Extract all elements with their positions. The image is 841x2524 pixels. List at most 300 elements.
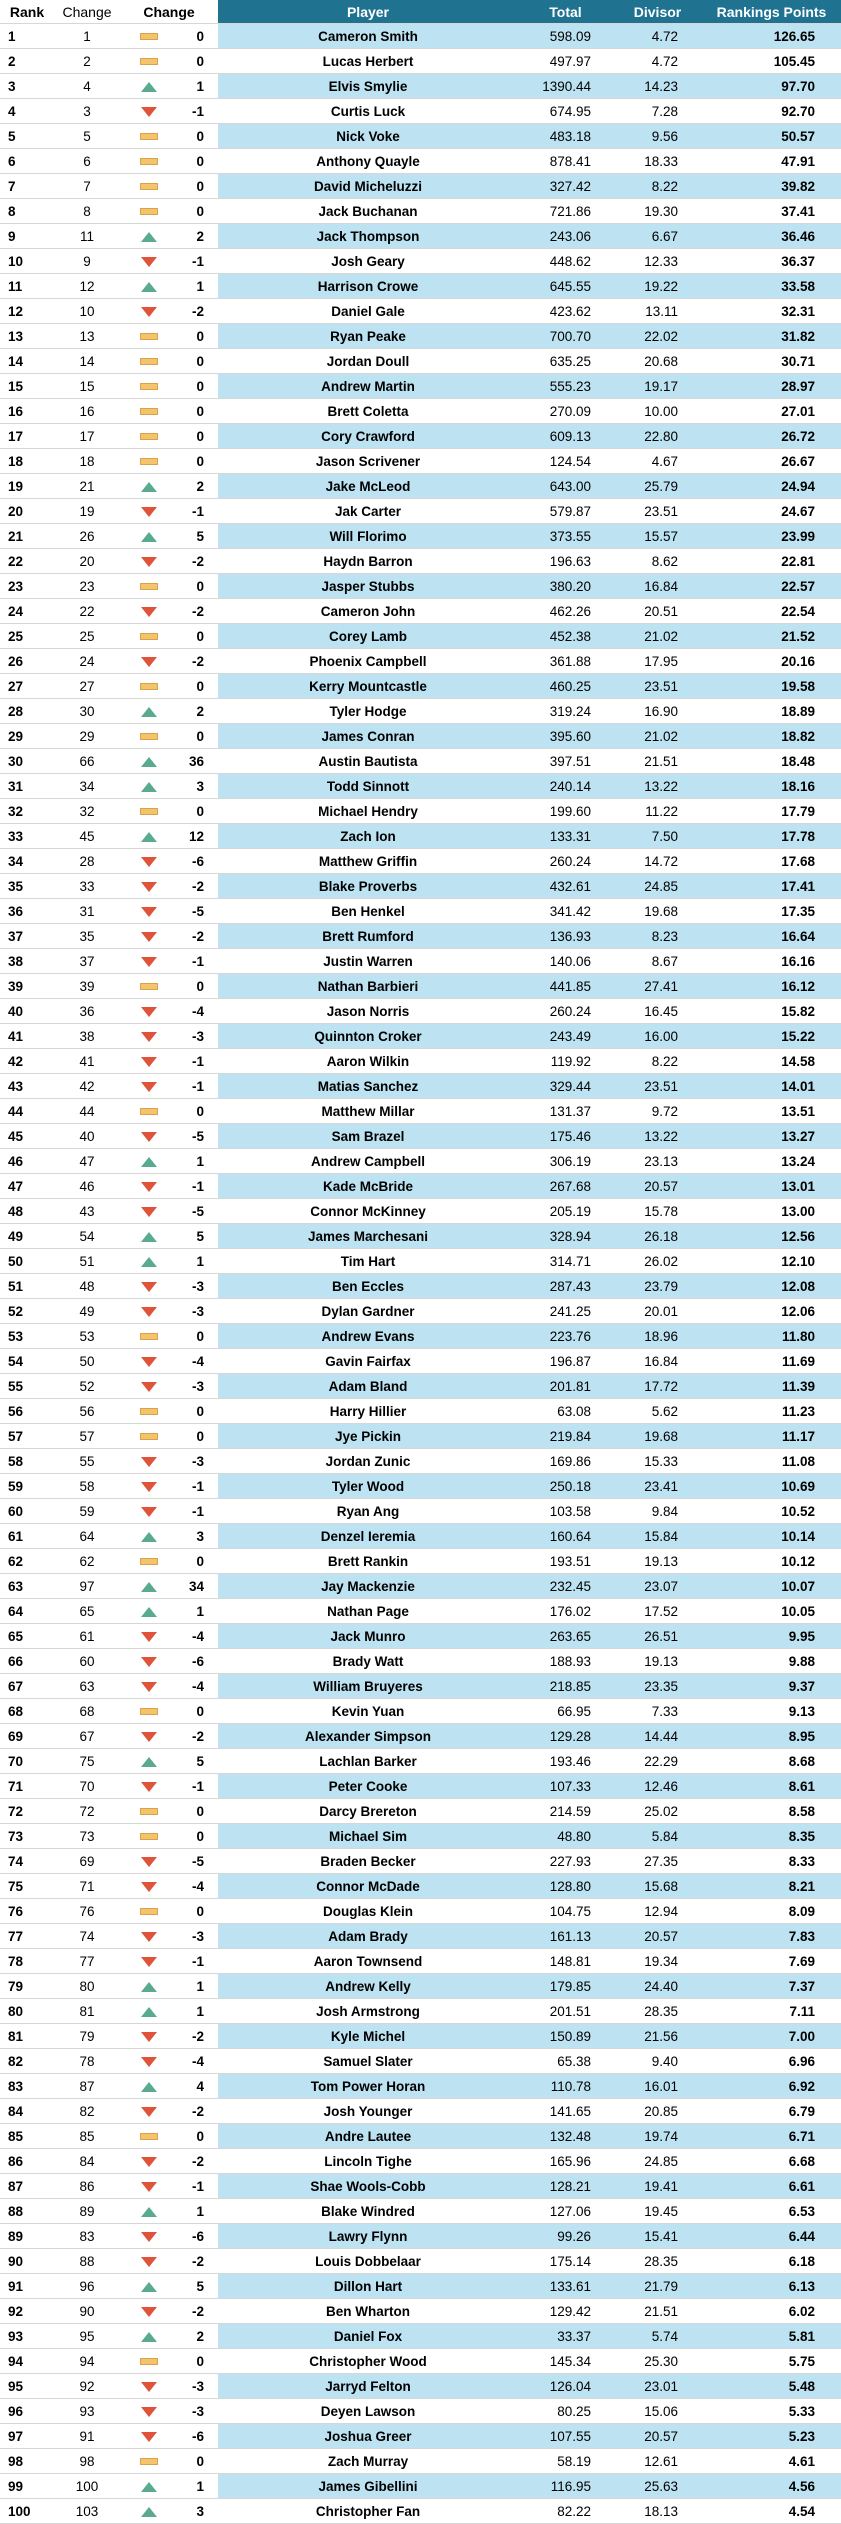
divisor-cell: 23.35 — [613, 1674, 702, 1699]
divisor-cell: 19.68 — [613, 1424, 702, 1449]
table-row — [0, 224, 841, 249]
previous-rank-cell: 87 — [54, 2074, 120, 2099]
previous-rank-cell: 86 — [54, 2174, 120, 2199]
change-value-cell: 3 — [178, 1524, 218, 1549]
table-row — [0, 724, 841, 749]
change-indicator-cell — [120, 74, 178, 99]
total-cell: 160.64 — [518, 1524, 613, 1549]
change-value-cell: 0 — [178, 374, 218, 399]
change-value-cell: -1 — [178, 249, 218, 274]
divisor-cell: 12.94 — [613, 1899, 702, 1924]
divisor-cell: 13.11 — [613, 299, 702, 324]
change-indicator-cell — [120, 1649, 178, 1674]
change-value-cell: 34 — [178, 1574, 218, 1599]
change-value-cell: 0 — [178, 1424, 218, 1449]
divisor-cell: 14.72 — [613, 849, 702, 874]
table-row — [0, 1974, 841, 1999]
change-value-cell: 3 — [178, 774, 218, 799]
divisor-cell: 5.74 — [613, 2324, 702, 2349]
up-triangle-icon — [141, 1232, 157, 1242]
divisor-cell: 22.29 — [613, 1749, 702, 1774]
player-name-cell: Zach Murray — [218, 2449, 518, 2474]
divisor-cell: 15.57 — [613, 524, 702, 549]
divisor-cell: 16.45 — [613, 999, 702, 1024]
up-triangle-icon — [141, 1157, 157, 1167]
change-value-cell: 5 — [178, 524, 218, 549]
down-triangle-icon — [141, 1932, 157, 1942]
rank-cell: 89 — [0, 2224, 54, 2249]
change-indicator-cell — [120, 1999, 178, 2024]
rank-cell: 91 — [0, 2274, 54, 2299]
total-cell: 555.23 — [518, 374, 613, 399]
change-indicator-cell — [120, 2224, 178, 2249]
change-value-cell: -1 — [178, 1074, 218, 1099]
rankings-points-cell: 24.67 — [702, 499, 841, 524]
rank-cell: 56 — [0, 1399, 54, 1424]
table-row — [0, 1024, 841, 1049]
down-triangle-icon — [141, 1132, 157, 1142]
divisor-cell: 8.22 — [613, 1049, 702, 1074]
change-indicator-cell — [120, 1474, 178, 1499]
table-row — [0, 2099, 841, 2124]
table-row — [0, 1524, 841, 1549]
header-rank: Rank — [0, 0, 54, 24]
up-triangle-icon — [141, 2207, 157, 2217]
change-indicator-cell — [120, 1324, 178, 1349]
no-change-dash-icon — [140, 383, 158, 390]
previous-rank-cell: 63 — [54, 1674, 120, 1699]
change-indicator-cell — [120, 824, 178, 849]
divisor-cell: 23.07 — [613, 1574, 702, 1599]
change-indicator-cell — [120, 2099, 178, 2124]
total-cell: 128.21 — [518, 2174, 613, 2199]
player-name-cell: Shae Wools-Cobb — [218, 2174, 518, 2199]
change-value-cell: 2 — [178, 224, 218, 249]
total-cell: 314.71 — [518, 1249, 613, 1274]
change-value-cell: 36 — [178, 749, 218, 774]
table-row — [0, 449, 841, 474]
previous-rank-cell: 64 — [54, 1524, 120, 1549]
change-value-cell: 0 — [178, 799, 218, 824]
rankings-points-cell: 18.82 — [702, 724, 841, 749]
player-name-cell: William Bruyeres — [218, 1674, 518, 1699]
rank-cell: 93 — [0, 2324, 54, 2349]
change-value-cell: 1 — [178, 1999, 218, 2024]
rankings-points-cell: 19.58 — [702, 674, 841, 699]
player-name-cell: Austin Bautista — [218, 749, 518, 774]
previous-rank-cell: 5 — [54, 124, 120, 149]
divisor-cell: 4.67 — [613, 449, 702, 474]
rankings-points-cell: 7.69 — [702, 1949, 841, 1974]
rank-cell: 70 — [0, 1749, 54, 1774]
table-row — [0, 1749, 841, 1774]
total-cell: 193.46 — [518, 1749, 613, 1774]
down-triangle-icon — [141, 1482, 157, 1492]
total-cell: 214.59 — [518, 1799, 613, 1824]
change-value-cell: 0 — [178, 399, 218, 424]
divisor-cell: 25.63 — [613, 2474, 702, 2499]
previous-rank-cell: 2 — [54, 49, 120, 74]
change-indicator-cell — [120, 1449, 178, 1474]
change-value-cell: -6 — [178, 849, 218, 874]
divisor-cell: 5.62 — [613, 1399, 702, 1424]
table-row — [0, 2074, 841, 2099]
total-cell: 116.95 — [518, 2474, 613, 2499]
rank-cell: 46 — [0, 1149, 54, 1174]
previous-rank-cell: 53 — [54, 1324, 120, 1349]
previous-rank-cell: 37 — [54, 949, 120, 974]
table-row — [0, 124, 841, 149]
divisor-cell: 24.40 — [613, 1974, 702, 1999]
player-name-cell: Jack Thompson — [218, 224, 518, 249]
divisor-cell: 15.84 — [613, 1524, 702, 1549]
table-row — [0, 1349, 841, 1374]
total-cell: 80.25 — [518, 2399, 613, 2424]
player-name-cell: Josh Younger — [218, 2099, 518, 2124]
change-indicator-cell — [120, 1249, 178, 1274]
header-row — [0, 0, 841, 24]
change-indicator-cell — [120, 499, 178, 524]
change-indicator-cell — [120, 1199, 178, 1224]
table-row — [0, 799, 841, 824]
change-value-cell: 1 — [178, 1249, 218, 1274]
rankings-points-cell: 6.68 — [702, 2149, 841, 2174]
down-triangle-icon — [141, 882, 157, 892]
player-name-cell: James Conran — [218, 724, 518, 749]
player-name-cell: Ben Eccles — [218, 1274, 518, 1299]
down-triangle-icon — [141, 657, 157, 667]
no-change-dash-icon — [140, 58, 158, 65]
rankings-points-cell: 11.08 — [702, 1449, 841, 1474]
player-name-cell: James Marchesani — [218, 1224, 518, 1249]
change-value-cell: -4 — [178, 1624, 218, 1649]
table-row — [0, 1849, 841, 1874]
change-value-cell: -2 — [178, 2249, 218, 2274]
rankings-points-cell: 26.72 — [702, 424, 841, 449]
previous-rank-cell: 92 — [54, 2374, 120, 2399]
change-value-cell: -4 — [178, 999, 218, 1024]
no-change-dash-icon — [140, 1808, 158, 1815]
divisor-cell: 17.72 — [613, 1374, 702, 1399]
divisor-cell: 4.72 — [613, 49, 702, 74]
table-row — [0, 899, 841, 924]
change-indicator-cell — [120, 2024, 178, 2049]
total-cell: 141.65 — [518, 2099, 613, 2124]
down-triangle-icon — [141, 857, 157, 867]
rank-cell: 40 — [0, 999, 54, 1024]
previous-rank-cell: 7 — [54, 174, 120, 199]
total-cell: 128.80 — [518, 1874, 613, 1899]
previous-rank-cell: 20 — [54, 549, 120, 574]
table-row — [0, 2224, 841, 2249]
divisor-cell: 4.72 — [613, 24, 702, 49]
divisor-cell: 10.00 — [613, 399, 702, 424]
no-change-dash-icon — [140, 158, 158, 165]
change-value-cell: -2 — [178, 1724, 218, 1749]
up-triangle-icon — [141, 482, 157, 492]
total-cell: 287.43 — [518, 1274, 613, 1299]
player-name-cell: Andre Lautee — [218, 2124, 518, 2149]
rankings-points-cell: 37.41 — [702, 199, 841, 224]
change-value-cell: 0 — [178, 2449, 218, 2474]
player-name-cell: Jasper Stubbs — [218, 574, 518, 599]
rank-cell: 12 — [0, 299, 54, 324]
total-cell: 432.61 — [518, 874, 613, 899]
total-cell: 193.51 — [518, 1549, 613, 1574]
rank-cell: 35 — [0, 874, 54, 899]
previous-rank-cell: 89 — [54, 2199, 120, 2224]
rank-cell: 63 — [0, 1574, 54, 1599]
previous-rank-cell: 91 — [54, 2424, 120, 2449]
down-triangle-icon — [141, 2432, 157, 2442]
total-cell: 104.75 — [518, 1899, 613, 1924]
change-indicator-cell — [120, 1799, 178, 1824]
rank-cell: 90 — [0, 2249, 54, 2274]
divisor-cell: 9.40 — [613, 2049, 702, 2074]
total-cell: 58.19 — [518, 2449, 613, 2474]
player-name-cell: Jordan Doull — [218, 349, 518, 374]
total-cell: 132.48 — [518, 2124, 613, 2149]
divisor-cell: 26.02 — [613, 1249, 702, 1274]
total-cell: 227.93 — [518, 1849, 613, 1874]
rankings-points-cell: 9.88 — [702, 1649, 841, 1674]
table-row — [0, 499, 841, 524]
divisor-cell: 17.95 — [613, 649, 702, 674]
rank-cell: 57 — [0, 1424, 54, 1449]
change-indicator-cell — [120, 1424, 178, 1449]
rankings-points-cell: 21.52 — [702, 624, 841, 649]
previous-rank-cell: 58 — [54, 1474, 120, 1499]
change-indicator-cell — [120, 2424, 178, 2449]
change-indicator-cell — [120, 2199, 178, 2224]
table-row — [0, 1874, 841, 1899]
down-triangle-icon — [141, 257, 157, 267]
down-triangle-icon — [141, 2057, 157, 2067]
previous-rank-cell: 18 — [54, 449, 120, 474]
rankings-points-cell: 11.80 — [702, 1324, 841, 1349]
previous-rank-cell: 65 — [54, 1599, 120, 1624]
up-triangle-icon — [141, 2007, 157, 2017]
total-cell: 460.25 — [518, 674, 613, 699]
change-value-cell: 1 — [178, 1599, 218, 1624]
divisor-cell: 18.33 — [613, 149, 702, 174]
previous-rank-cell: 70 — [54, 1774, 120, 1799]
divisor-cell: 23.51 — [613, 674, 702, 699]
table-row — [0, 2499, 841, 2524]
previous-rank-cell: 14 — [54, 349, 120, 374]
previous-rank-cell: 47 — [54, 1149, 120, 1174]
change-value-cell: 2 — [178, 2324, 218, 2349]
previous-rank-cell: 96 — [54, 2274, 120, 2299]
change-value-cell: -3 — [178, 1024, 218, 1049]
table-row — [0, 949, 841, 974]
rankings-points-cell: 13.24 — [702, 1149, 841, 1174]
divisor-cell: 23.51 — [613, 1074, 702, 1099]
rankings-points-cell: 8.58 — [702, 1799, 841, 1824]
table-row — [0, 874, 841, 899]
player-name-cell: Harry Hillier — [218, 1399, 518, 1424]
change-indicator-cell — [120, 1749, 178, 1774]
change-indicator-cell — [120, 124, 178, 149]
player-name-cell: Cameron John — [218, 599, 518, 624]
total-cell: 63.08 — [518, 1399, 613, 1424]
change-indicator-cell — [120, 324, 178, 349]
divisor-cell: 15.33 — [613, 1449, 702, 1474]
rankings-points-cell: 8.21 — [702, 1874, 841, 1899]
total-cell: 175.46 — [518, 1124, 613, 1149]
divisor-cell: 18.96 — [613, 1324, 702, 1349]
change-indicator-cell — [120, 1349, 178, 1374]
table-row — [0, 699, 841, 724]
down-triangle-icon — [141, 607, 157, 617]
total-cell: 223.76 — [518, 1324, 613, 1349]
table-row — [0, 2199, 841, 2224]
total-cell: 165.96 — [518, 2149, 613, 2174]
total-cell: 175.14 — [518, 2249, 613, 2274]
change-indicator-cell — [120, 99, 178, 124]
divisor-cell: 20.85 — [613, 2099, 702, 2124]
change-value-cell: 1 — [178, 2199, 218, 2224]
total-cell: 598.09 — [518, 24, 613, 49]
table-row — [0, 2274, 841, 2299]
previous-rank-cell: 30 — [54, 699, 120, 724]
divisor-cell: 15.68 — [613, 1874, 702, 1899]
change-value-cell: -3 — [178, 1374, 218, 1399]
up-triangle-icon — [141, 1982, 157, 1992]
previous-rank-cell: 6 — [54, 149, 120, 174]
player-name-cell: Tyler Hodge — [218, 699, 518, 724]
up-triangle-icon — [141, 1257, 157, 1267]
no-change-dash-icon — [140, 633, 158, 640]
total-cell: 126.04 — [518, 2374, 613, 2399]
player-name-cell: Jack Buchanan — [218, 199, 518, 224]
header-player: Player — [218, 0, 518, 24]
rank-cell: 78 — [0, 1949, 54, 1974]
rankings-points-cell: 13.01 — [702, 1174, 841, 1199]
rankings-points-cell: 22.81 — [702, 549, 841, 574]
change-value-cell: 0 — [178, 1899, 218, 1924]
player-name-cell: Matthew Millar — [218, 1099, 518, 1124]
change-value-cell: 0 — [178, 2349, 218, 2374]
change-value-cell: 0 — [178, 1099, 218, 1124]
down-triangle-icon — [141, 1732, 157, 1742]
rank-cell: 80 — [0, 1999, 54, 2024]
total-cell: 643.00 — [518, 474, 613, 499]
rank-cell: 72 — [0, 1799, 54, 1824]
divisor-cell: 15.06 — [613, 2399, 702, 2424]
previous-rank-cell: 62 — [54, 1549, 120, 1574]
change-value-cell: -1 — [178, 1949, 218, 1974]
table-row — [0, 1724, 841, 1749]
change-value-cell: -4 — [178, 1874, 218, 1899]
rankings-points-cell: 17.35 — [702, 899, 841, 924]
change-value-cell: -2 — [178, 2099, 218, 2124]
player-name-cell: Samuel Slater — [218, 2049, 518, 2074]
change-indicator-cell — [120, 974, 178, 999]
table-row — [0, 2249, 841, 2274]
no-change-dash-icon — [140, 1833, 158, 1840]
no-change-dash-icon — [140, 1908, 158, 1915]
no-change-dash-icon — [140, 1108, 158, 1115]
total-cell: 260.24 — [518, 849, 613, 874]
down-triangle-icon — [141, 1182, 157, 1192]
previous-rank-cell: 11 — [54, 224, 120, 249]
previous-rank-cell: 12 — [54, 274, 120, 299]
change-value-cell: -2 — [178, 299, 218, 324]
player-name-cell: Daniel Gale — [218, 299, 518, 324]
rankings-points-cell: 39.82 — [702, 174, 841, 199]
previous-rank-cell: 32 — [54, 799, 120, 824]
previous-rank-cell: 8 — [54, 199, 120, 224]
rankings-points-cell: 15.22 — [702, 1024, 841, 1049]
previous-rank-cell: 90 — [54, 2299, 120, 2324]
rank-cell: 66 — [0, 1649, 54, 1674]
divisor-cell: 21.02 — [613, 724, 702, 749]
change-value-cell: 0 — [178, 724, 218, 749]
rank-cell: 55 — [0, 1374, 54, 1399]
table-row — [0, 1799, 841, 1824]
player-name-cell: Nick Voke — [218, 124, 518, 149]
divisor-cell: 7.28 — [613, 99, 702, 124]
change-indicator-cell — [120, 724, 178, 749]
change-value-cell: -1 — [178, 1774, 218, 1799]
player-name-cell: Todd Sinnott — [218, 774, 518, 799]
up-triangle-icon — [141, 832, 157, 842]
down-triangle-icon — [141, 107, 157, 117]
table-row — [0, 1424, 841, 1449]
change-indicator-cell — [120, 24, 178, 49]
previous-rank-cell: 41 — [54, 1049, 120, 1074]
change-value-cell: 0 — [178, 1324, 218, 1349]
change-indicator-cell — [120, 1824, 178, 1849]
player-name-cell: Cameron Smith — [218, 24, 518, 49]
player-name-cell: Louis Dobbelaar — [218, 2249, 518, 2274]
change-indicator-cell — [120, 1524, 178, 1549]
total-cell: 462.26 — [518, 599, 613, 624]
table-row — [0, 2474, 841, 2499]
table-row — [0, 174, 841, 199]
table-row — [0, 1149, 841, 1174]
total-cell: 150.89 — [518, 2024, 613, 2049]
up-triangle-icon — [141, 1757, 157, 1767]
table-row — [0, 24, 841, 49]
up-triangle-icon — [141, 2082, 157, 2092]
total-cell: 878.41 — [518, 149, 613, 174]
previous-rank-cell: 74 — [54, 1924, 120, 1949]
change-indicator-cell — [120, 849, 178, 874]
rankings-points-cell: 10.05 — [702, 1599, 841, 1624]
header-change: Change — [120, 0, 218, 24]
rankings-points-cell: 28.97 — [702, 374, 841, 399]
no-change-dash-icon — [140, 1433, 158, 1440]
divisor-cell: 7.33 — [613, 1699, 702, 1724]
change-indicator-cell — [120, 399, 178, 424]
previous-rank-cell: 68 — [54, 1699, 120, 1724]
player-name-cell: Cory Crawford — [218, 424, 518, 449]
player-name-cell: Jack Munro — [218, 1624, 518, 1649]
divisor-cell: 28.35 — [613, 1999, 702, 2024]
rank-cell: 58 — [0, 1449, 54, 1474]
divisor-cell: 14.44 — [613, 1724, 702, 1749]
divisor-cell: 15.41 — [613, 2224, 702, 2249]
change-indicator-cell — [120, 549, 178, 574]
table-row — [0, 1174, 841, 1199]
total-cell: 243.49 — [518, 1024, 613, 1049]
previous-rank-cell: 81 — [54, 1999, 120, 2024]
change-indicator-cell — [120, 1299, 178, 1324]
down-triangle-icon — [141, 1207, 157, 1217]
change-indicator-cell — [120, 424, 178, 449]
